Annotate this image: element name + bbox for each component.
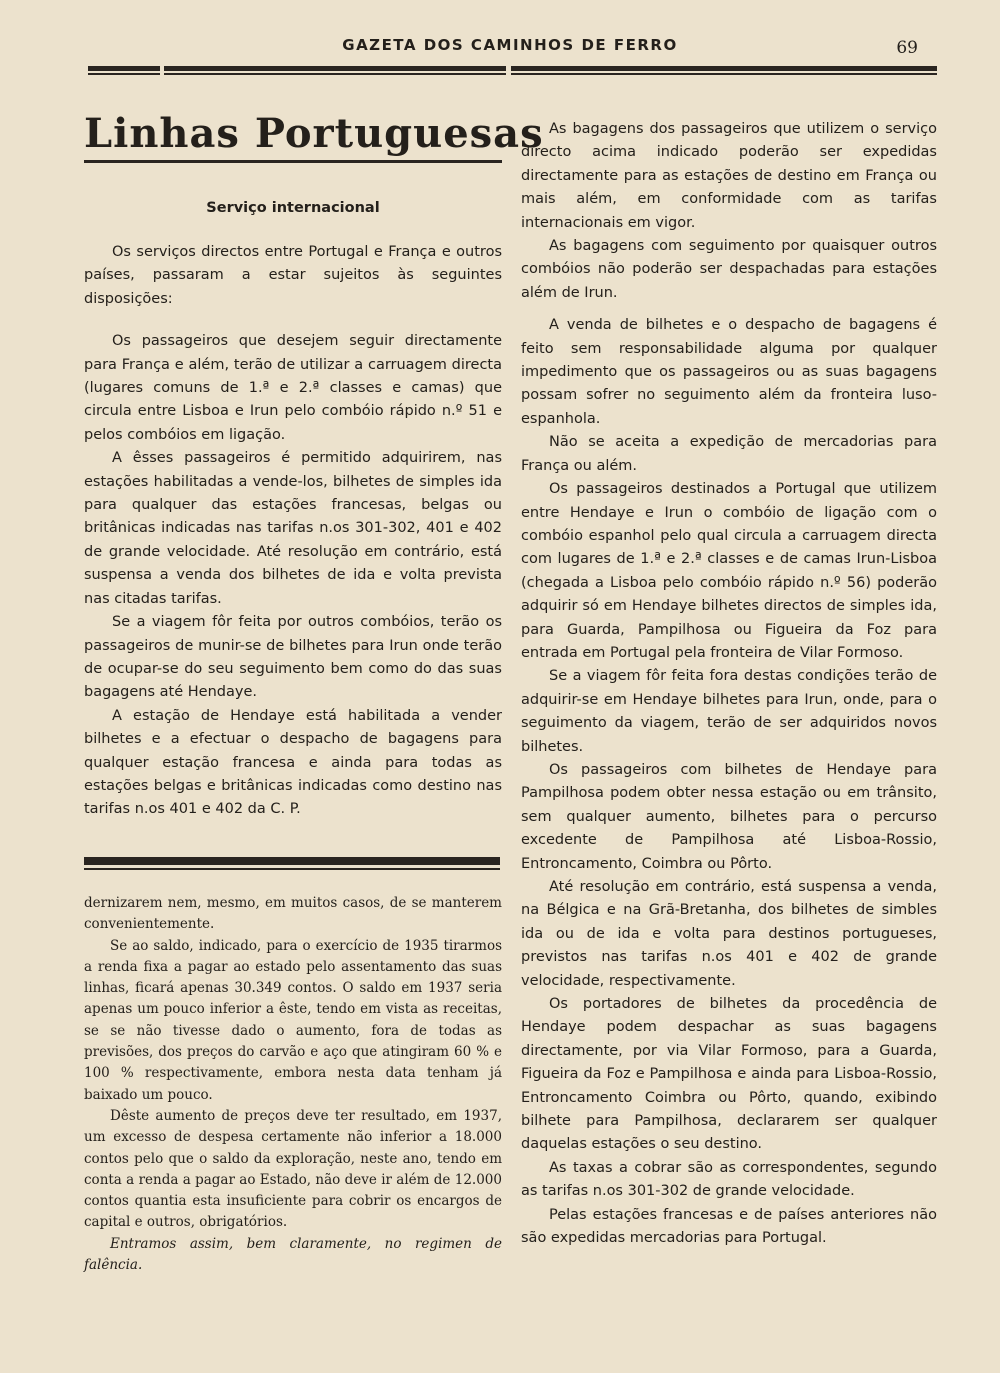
paragraph: Se ao saldo, indicado, para o exercício de 1935 tirarmos a renda fixa a pagar ao estado pelo assentamento das suas linhas, ficará apenas 30.349 contos. O saldo em 1937 seria apenas um pouco inferior a êste, tendo em vista as receitas, se se não tivesse dado o aumento, fora de todas as previsões, dos preços do carvão e aço que atingiram 60 % e 100 % respectivamente, embora nesta data tenham já baixado um pouco.	[84, 937, 502, 1103]
continuation-column	[84, 893, 502, 1276]
closing-paragraph: Entramos assim, bem claramente, no regimen de falência.	[84, 1235, 502, 1274]
paragraph: Pelas estações francesas e de países anteriores não são expedidas mercadorias para Portugal.	[521, 1206, 937, 1247]
paragraph: As bagagens com seguimento por quaisquer outros combóios não poderão ser despachadas para estações além de Irun.	[521, 238, 937, 301]
section-divider-thin	[84, 868, 500, 870]
paragraph: dernizarem nem, mesmo, em muitos casos, de se manterem convenientemente.	[84, 895, 502, 933]
paragraph: Os serviços directos entre Portugal e França e outros países, passaram a estar sujeitos às seguintes disposições:	[84, 244, 502, 307]
paragraph: Os passageiros destinados a Portugal que utilizem entre Hendaye e Irun o combóio de ligação com o combóio espanhol pelo qual circula a carruagem directa com lugares de 1.ª e 2.ª classes e de camas Irun-Lisboa (chegada a Lisboa pelo combóio rápido n.º 56) poderão adquirir só em Hendaye bilhetes directos de simples ida, para Guarda, Pampilhosa ou Figueira da Foz para entrada em Portugal pela fronteira de Vilar Formoso.	[521, 481, 937, 661]
paragraph: Os portadores de bilhetes da procedência de Hendaye podem despachar as suas bagagens directamente, por via Vilar Formoso, para a Guarda, Figueira da Foz e Pampilhosa e ainda para Lisboa-Rossio, Entroncamento Coimbra ou Pôrto, quando, exibindo bilhete para Pampilhosa, declararem ser qualquer daquelas estações o seu destino.	[521, 996, 937, 1153]
article-subtitle: Serviço internacional	[206, 200, 380, 216]
paragraph: A venda de bilhetes e o despacho de bagagens é feito sem responsabilidade alguma por qualquer impedimento que os passageiros ou as suas bagagens possam sofrer no seguimento além da fronteira luso-espanhola.	[521, 317, 937, 427]
paragraph: As bagagens dos passageiros que utilizem o serviço directo acima indicado poderão ser expedidas directamente para as estações de destino em França ou mais além, em conformidade com as tarifas internacionais em vigor.	[521, 121, 937, 231]
paragraph: Se a viagem fôr feita por outros combóios, terão os passageiros de munir-se de bilhetes para Irun onde terão de ocupar-se do seu seguimento bem como do das suas bagagens até Hendaye.	[84, 614, 502, 701]
header-rule-gap	[88, 71, 937, 73]
paragraph: Dêste aumento de preços deve ter resultado, em 1937, um excesso de despesa certamente não inferior a 18.000 contos pelo que o saldo da exploração, neste ano, tendo em conta a renda a pagar ao Estado, não deve ir além de 12.000 contos quantia esta insuficiente para cobrir os encargos de capital e outros, obrigatórios.	[84, 1107, 502, 1231]
article-right-column	[521, 118, 937, 1251]
paragraph: As taxas a cobrar são as correspondentes, segundo as tarifas n.os 301-302 de grande velocidade.	[521, 1159, 937, 1200]
paragraph: Até resolução em contrário, está suspensa a venda, na Bélgica e na Grã-Bretanha, dos bilhetes de simbles ida ou de ida e volta para destinos portugueses, previstos nas tarifas n.os 401 e 402 de grande velocidade, respectivamente.	[521, 879, 937, 989]
paragraph: Se a viagem fôr feita fora destas condições terão de adquirir-se em Hendaye bilhetes para Irun, onde, para o seguimento da viagem, terão de ser adquiridos novos bilhetes.	[521, 668, 937, 755]
page-number: 69	[896, 38, 918, 58]
paragraph: Não se aceita a expedição de mercadorias para França ou além.	[521, 434, 937, 474]
running-title: GAZETA DOS CAMINHOS DE FERRO	[342, 36, 678, 54]
paragraph: A estação de Hendaye está habilitada a vender bilhetes e a efectuar o despacho de bagagens para qualquer estação francesa e ainda para todas as estações belgas e britânicas indicadas como destino nas tarifas n.os 401 e 402 da C. P.	[84, 707, 502, 818]
section-divider	[84, 857, 500, 865]
paragraph: A êsses passageiros é permitido adquirirem, nas estações habilitadas a vende-los, bilhetes de simples ida para qualquer das estações francesas, belgas ou britânicas indicadas nas tarifas n.os 301-302, 401 e 402 de grande velocidade. Até resolução em contrário, está suspensa a venda dos bilhetes de ida e volta prevista nas citadas tarifas.	[84, 450, 502, 607]
section-title: Linhas Portuguesas	[84, 110, 502, 163]
article-left-column	[84, 110, 544, 822]
paragraph: Os passageiros que desejem seguir directamente para França e além, terão de utilizar a carruagem directa (lugares comuns de 1.ª e 2.ª classes e camas) que circula entre Lisboa e Irun pelo combóio rápido n.º 51 e pelos combóios em ligação.	[84, 333, 502, 443]
paragraph: Os passageiros com bilhetes de Hendaye para Pampilhosa podem obter nessa estação ou em trânsito, sem qualquer aumento, bilhetes para o percurso excedente de Pampilhosa até Lisboa-Rossio, Entroncamento, Coimbra ou Pôrto.	[521, 761, 937, 872]
